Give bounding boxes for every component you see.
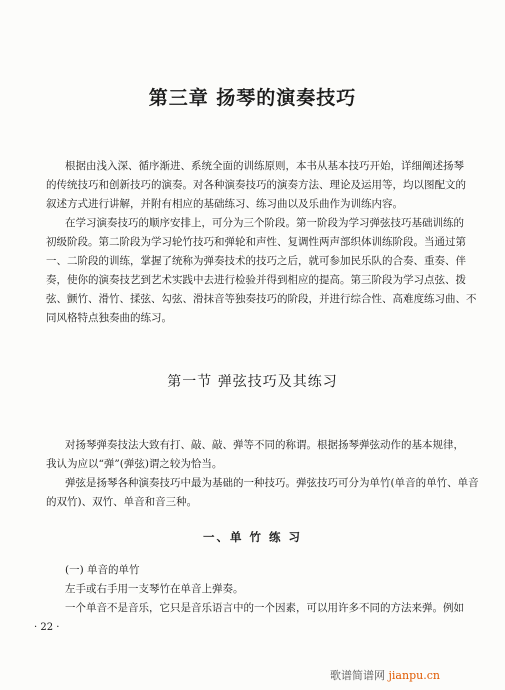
intro-line-7: 奏，使你的演奏技艺到艺术实践中去进行检验并得到相应的提高。第三阶段为学习点弦、拨 [46, 274, 466, 286]
intro-line-4: 在学习演奏技巧的顺序安排上，可分为三个阶段。第一阶段为学习弹弦技巧基础训练的 [65, 217, 464, 229]
intro-line-8: 弦、颤竹、滑竹、揉弦、勾弦、滑抹音等独奏技巧的阶段，并进行综合性、高难度练习曲、不 [46, 293, 477, 305]
watermark-cn: 歌谱简谱网 [330, 669, 385, 682]
page-number: · 22 · [34, 622, 60, 633]
section-line-3: 弹弦是扬琴各种演奏技巧中最为基础的一种技巧。弹弦技巧可分为单竹(单音的单竹、单音 [65, 477, 479, 489]
sub-line-1: 左手或右手用一支琴竹在单音上弹奏。 [65, 583, 244, 595]
section-line-4: 的双竹)、双竹、单音和音三种。 [46, 496, 198, 508]
watermark-site: jianpu.cn [388, 669, 440, 682]
intro-line-2: 的传统技巧和创新技巧的演奏。对各种演奏技巧的演奏方法、理论及运用等，均以图配文的 [46, 179, 466, 191]
subsection-title: 一、单 竹 练 习 [202, 530, 302, 544]
section-title: 第一节 弹弦技巧及其练习 [167, 374, 338, 390]
intro-line-3: 叙述方式进行讲解，并附有相应的基础练习、练习曲以及乐曲作为训练内容。 [46, 198, 403, 210]
intro-line-6: 一、二阶段的训练，掌握了统称为弹奏技术的技巧之后，就可参加民乐队的合奏、重奏、伴 [46, 255, 466, 267]
sub-item-title: (一) 单音的单竹 [65, 564, 140, 576]
section-line-2: 我认为应以“弹”(弹弦)谓之较为恰当。 [46, 458, 223, 470]
intro-line-9: 同风格特点独奏曲的练习。 [46, 312, 172, 324]
intro-line-5: 初级阶段。第二阶段为学习轮竹技巧和弹轮和声性、复调性两声部织体训练阶段。当通过第 [46, 236, 466, 248]
watermark [330, 667, 440, 683]
chapter-title: 第三章 扬琴的演奏技巧 [148, 87, 357, 109]
section-line-1: 对扬琴弹奏技法大致有打、敲、敲、弹等不同的称谓。根据扬琴弹弦动作的基本规律， [65, 439, 464, 451]
intro-line-1: 根据由浅入深、循序渐进、系统全面的训练原则，本书从基本技巧开始，详细阐述扬琴 [65, 160, 464, 172]
sub-line-2: 一个单音不是音乐，它只是音乐语言中的一个因素，可以用许多不同的方法来弹。例如 [65, 602, 464, 614]
